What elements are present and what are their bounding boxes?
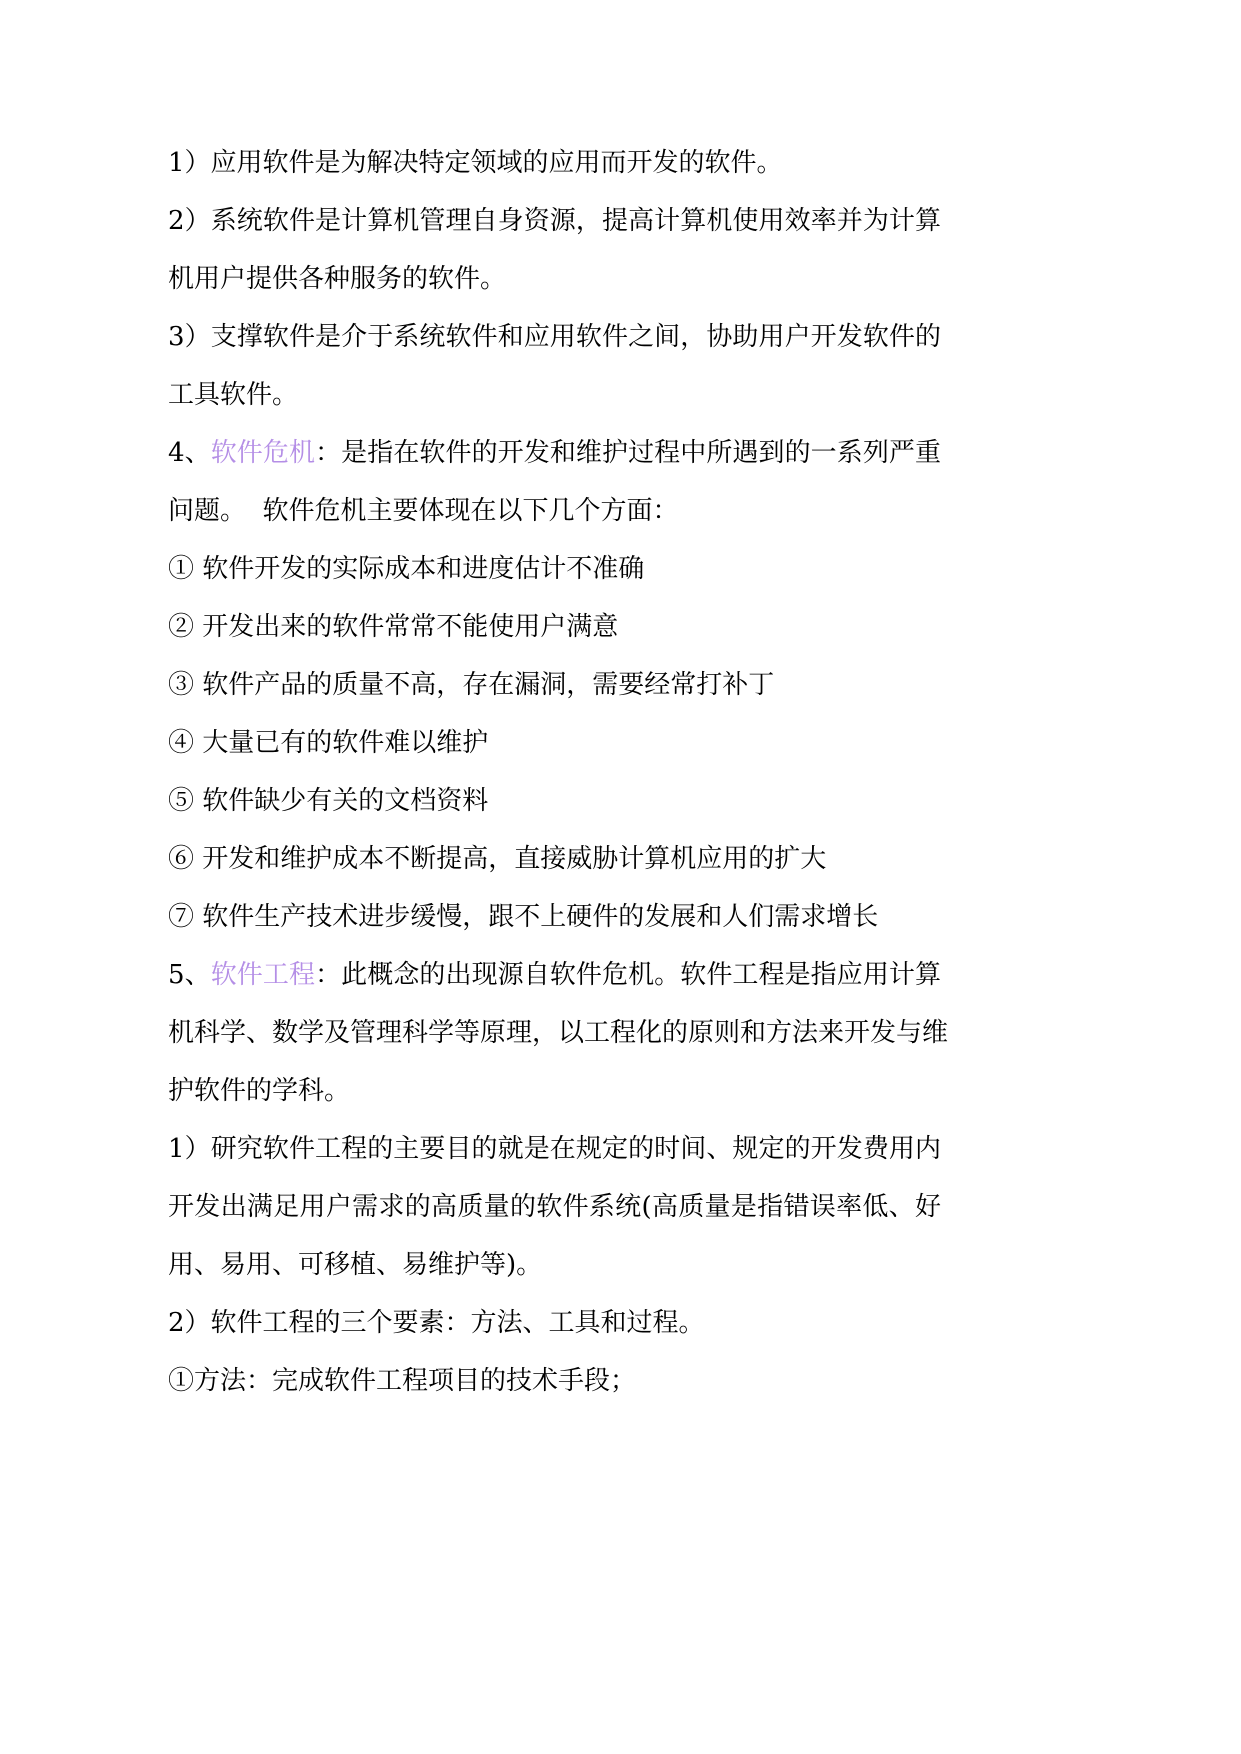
- paragraph: [168, 598, 941, 656]
- text-line: [168, 946, 941, 1004]
- highlighted-term: 软件工程: [210, 960, 316, 990]
- text-segment: ⑦ 软件生产技术进步缓慢，跟不上硬件的发展和人们需求增长: [168, 902, 879, 932]
- text-line: [168, 1352, 941, 1410]
- paragraph: [168, 656, 941, 714]
- paragraph: [168, 772, 941, 830]
- text-line: [168, 250, 941, 308]
- text-segment: ⑤ 软件缺少有关的文档资料: [168, 786, 489, 816]
- paragraph: [168, 1120, 941, 1294]
- text-line: [168, 540, 941, 598]
- text-line: [168, 424, 941, 482]
- paragraph: [168, 134, 941, 192]
- text-segment: ：此概念的出现源自软件危机。软件工程是指应用计算: [315, 960, 941, 990]
- paragraph: [168, 888, 941, 946]
- paragraph: [168, 308, 941, 424]
- text-segment: 1）应用软件是为解决特定领域的应用而开发的软件。: [168, 148, 783, 178]
- paragraph: [168, 1352, 941, 1410]
- text-segment: 护软件的学科。: [168, 1076, 351, 1106]
- text-segment: 4、: [168, 438, 211, 468]
- text-line: [168, 830, 941, 888]
- text-segment: 3）支撑软件是介于系统软件和应用软件之间，协助用户开发软件的: [168, 322, 941, 352]
- text-line: [168, 366, 941, 424]
- text-segment: ⑥ 开发和维护成本不断提高，直接威胁计算机应用的扩大: [168, 844, 827, 874]
- text-line: [168, 714, 941, 772]
- highlighted-term: 软件危机: [210, 438, 316, 468]
- text-segment: ④ 大量已有的软件难以维护: [168, 728, 489, 758]
- text-line: [168, 598, 941, 656]
- text-segment: ② 开发出来的软件常常不能使用户满意: [168, 612, 619, 642]
- text-segment: 开发出满足用户需求的高质量的软件系统(高质量是指错误率低、好: [168, 1192, 941, 1222]
- text-segment: 5、: [168, 960, 211, 990]
- text-line: [168, 1294, 941, 1352]
- text-segment: 用、易用、可移植、易维护等)。: [168, 1250, 543, 1280]
- text-segment: 机用户提供各种服务的软件。: [168, 264, 507, 294]
- text-segment: 1）研究软件工程的主要目的就是在规定的时间、规定的开发费用内: [168, 1134, 941, 1164]
- text-line: [168, 888, 941, 946]
- text-segment: ①方法：完成软件工程项目的技术手段；: [168, 1366, 637, 1396]
- paragraph: [168, 946, 949, 1120]
- text-segment: 问题。 软件危机主要体现在以下几个方面：: [168, 496, 679, 526]
- text-line: [168, 772, 941, 830]
- paragraph: [168, 192, 941, 308]
- text-segment: ③ 软件产品的质量不高，存在漏洞，需要经常打补丁: [168, 670, 775, 700]
- paragraph: [168, 1294, 941, 1352]
- document-body: [168, 134, 949, 1410]
- text-line: [168, 1004, 949, 1062]
- text-line: [168, 1178, 941, 1236]
- text-segment: 工具软件。: [168, 380, 299, 410]
- text-line: [168, 1120, 941, 1178]
- paragraph: [168, 714, 941, 772]
- text-line: [168, 192, 941, 250]
- paragraph: [168, 540, 941, 598]
- text-segment: ：是指在软件的开发和维护过程中所遇到的一系列严重: [315, 438, 941, 468]
- text-line: [168, 1236, 941, 1294]
- text-line: [168, 134, 941, 192]
- text-segment: 2）系统软件是计算机管理自身资源，提高计算机使用效率并为计算: [168, 206, 941, 236]
- text-segment: 机科学、数学及管理科学等原理，以工程化的原则和方法来开发与维: [168, 1018, 949, 1048]
- text-segment: ① 软件开发的实际成本和进度估计不准确: [168, 554, 645, 584]
- text-line: [168, 308, 941, 366]
- text-segment: 2）软件工程的三个要素：方法、工具和过程。: [168, 1308, 705, 1338]
- paragraph: [168, 830, 941, 888]
- paragraph: [168, 424, 941, 540]
- text-line: [168, 656, 941, 714]
- text-line: [168, 482, 941, 540]
- text-line: [168, 1062, 941, 1120]
